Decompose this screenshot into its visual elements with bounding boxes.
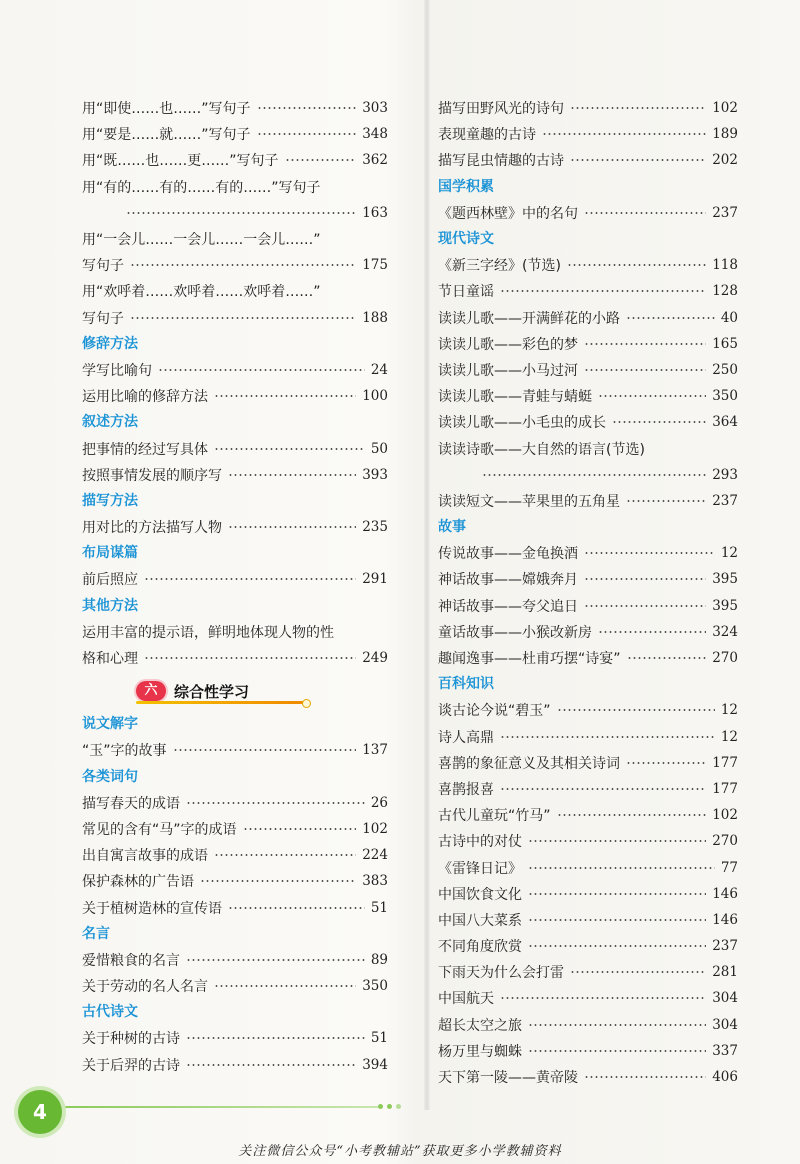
- toc-entry[interactable]: [438, 409, 738, 435]
- toc-entry-title: 中国航天: [438, 991, 494, 1008]
- dot-leader: [257, 107, 357, 109]
- dot-leader: [584, 212, 706, 214]
- toc-entry[interactable]: [438, 776, 738, 802]
- toc-entry[interactable]: [438, 1064, 738, 1090]
- toc-page-number: 224: [362, 847, 388, 864]
- dot-leader: [186, 1037, 365, 1039]
- toc-page-number: 12: [720, 545, 738, 562]
- toc-page-number: 237: [712, 204, 738, 221]
- toc-page-number: 146: [712, 911, 738, 928]
- toc-entry-title: 童话故事——小猴改新房: [438, 624, 592, 641]
- toc-page-number: 12: [720, 702, 738, 719]
- footer-note: 关注微信公众号“小考教辅站”获取更多小学教辅资料: [238, 1144, 562, 1159]
- toc-entry[interactable]: [82, 947, 388, 973]
- toc-entry-title: 谈古论今说“碧玉”: [438, 703, 551, 720]
- toc-entry-title: 运用比喻的修辞方法: [82, 389, 208, 406]
- toc-page-number: 12: [720, 728, 738, 745]
- toc-page-number: 362: [362, 152, 388, 169]
- toc-entry[interactable]: [82, 894, 388, 920]
- dot-leader: [186, 802, 365, 804]
- toc-entry[interactable]: [82, 95, 388, 121]
- toc-entry-title: 中国八大菜系: [438, 912, 522, 929]
- dot-leader: [285, 159, 357, 161]
- dot-leader: [228, 907, 365, 909]
- toc-entry[interactable]: [82, 868, 388, 894]
- dot-leader: [126, 212, 356, 214]
- toc-entry[interactable]: [82, 816, 388, 842]
- page-number: 4: [18, 1090, 62, 1134]
- toc-page-number: 281: [712, 964, 738, 981]
- toc-entry[interactable]: [438, 305, 738, 331]
- toc-entry[interactable]: [82, 462, 388, 488]
- section-banner: [82, 671, 388, 711]
- dot-leader: [584, 552, 715, 554]
- category-heading: 叙述方法: [82, 414, 138, 431]
- toc-entry[interactable]: [82, 147, 388, 173]
- toc-entry[interactable]: [438, 488, 738, 514]
- toc-page-number: 188: [362, 309, 388, 326]
- dot-leader: [570, 971, 706, 973]
- toc-entry-title: 古代儿童玩“竹马”: [438, 808, 551, 825]
- category-heading: 各类词句: [82, 768, 138, 785]
- toc-entry[interactable]: [438, 933, 738, 959]
- toc-entry-title: 按照事情发展的顺序写: [82, 467, 222, 484]
- toc-page-number: 393: [362, 466, 388, 483]
- toc-page-number: 350: [712, 388, 738, 405]
- dot-leader: [612, 421, 706, 423]
- toc-page-number: 165: [712, 335, 738, 352]
- dot-leader: [626, 317, 715, 319]
- toc-page-number: 102: [712, 100, 738, 117]
- toc-page-number: 102: [712, 807, 738, 824]
- dot-leader: [243, 828, 357, 830]
- toc-entry[interactable]: [438, 828, 738, 854]
- dot-leader: [528, 840, 706, 842]
- toc-entry[interactable]: [438, 645, 738, 671]
- toc-entry[interactable]: [438, 95, 738, 121]
- dot-leader: [528, 893, 706, 895]
- dot-leader: [626, 500, 706, 502]
- section-number-badge: 六: [136, 681, 166, 701]
- dot-leader: [557, 814, 707, 816]
- toc-page-number: 51: [370, 1030, 388, 1047]
- toc-entry[interactable]: [438, 697, 738, 723]
- toc-entry[interactable]: [82, 121, 388, 147]
- toc-entry[interactable]: [438, 566, 738, 592]
- toc-page-number: 270: [712, 833, 738, 850]
- bottom-rule: [62, 1106, 382, 1108]
- dot-leader: [570, 107, 706, 109]
- dot-leader: [214, 395, 356, 397]
- toc-page-number: 235: [362, 519, 388, 536]
- toc-entry[interactable]: [82, 200, 388, 226]
- toc-page-number: 40: [720, 309, 738, 326]
- toc-page-number: 395: [712, 597, 738, 614]
- toc-entry-title: 《新三字经》(节选): [438, 258, 561, 275]
- toc-page-number: 175: [362, 257, 388, 274]
- toc-entry[interactable]: [82, 566, 388, 592]
- category-heading: 修辞方法: [82, 335, 138, 352]
- toc-entry[interactable]: [438, 593, 738, 619]
- toc-entry-title: 常见的含有“马”字的成语: [82, 821, 237, 838]
- toc-entry-title: 下雨天为什么会打雷: [438, 965, 564, 982]
- dot-leader: [584, 343, 706, 345]
- toc-entry-line[interactable]: [82, 278, 388, 304]
- toc-page-number: 249: [362, 650, 388, 667]
- toc-entry[interactable]: [82, 252, 388, 278]
- toc-page-number: 146: [712, 885, 738, 902]
- toc-entry-title: 关于后羿的古诗: [82, 1057, 180, 1074]
- toc-entry[interactable]: [82, 790, 388, 816]
- category-heading: 名言: [82, 925, 110, 942]
- toc-right-column: [438, 95, 738, 1090]
- toc-entry[interactable]: [438, 959, 738, 985]
- dot-leader: [557, 709, 715, 711]
- toc-entry-title: 节日童谣: [438, 284, 494, 301]
- toc-entry-title: 中国饮食文化: [438, 886, 522, 903]
- toc-entry-title: 描写昆虫情趣的古诗: [438, 153, 564, 170]
- dot-leader: [528, 1050, 706, 1052]
- category-heading: 描写方法: [82, 492, 138, 509]
- dot-leader: [500, 290, 706, 292]
- dot-leader: [144, 578, 356, 580]
- toc-page-number: 250: [712, 361, 738, 378]
- dot-leader: [214, 448, 365, 450]
- category-heading: 布局谋篇: [82, 545, 138, 562]
- toc-entry-title: 爱惜粮食的名言: [82, 952, 180, 969]
- category-heading: 说文解字: [82, 716, 138, 733]
- dot-leader: [257, 133, 357, 135]
- toc-page-number: 291: [362, 571, 388, 588]
- toc-page-number: 270: [712, 650, 738, 667]
- toc-entry-title: 格和心理: [82, 651, 138, 668]
- toc-entry-title: 描写春天的成语: [82, 795, 180, 812]
- toc-entry-title: 用“欢呼着……欢呼着……欢呼着……”: [82, 284, 321, 301]
- toc-page-number: 50: [370, 440, 388, 457]
- dot-leader: [144, 657, 356, 659]
- toc-entry-title: 用对比的方法描写人物: [82, 520, 222, 537]
- toc-left-column: [82, 95, 388, 1078]
- toc-page-number: 163: [362, 204, 388, 221]
- dot-leader: [542, 133, 706, 135]
- dot-leader: [627, 657, 707, 659]
- dot-leader: [214, 985, 356, 987]
- dot-leader: [186, 959, 365, 961]
- toc-entry-title: 写句子: [82, 310, 124, 327]
- toc-entry-title: 神话故事——嫦娥奔月: [438, 572, 578, 589]
- toc-entry[interactable]: [82, 645, 388, 671]
- toc-entry-title: 读读儿歌——开满鲜花的小路: [438, 310, 620, 327]
- toc-page-number: 304: [712, 990, 738, 1007]
- toc-page-number: 303: [362, 100, 388, 117]
- toc-entry-title: 关于种树的古诗: [82, 1031, 180, 1048]
- toc-entry-title: 用“一会儿……一会儿……一会儿……”: [82, 232, 321, 249]
- toc-page-number: 24: [370, 361, 388, 378]
- dot-leader: [500, 788, 706, 790]
- dot-leader: [598, 631, 706, 633]
- toc-page-number: 128: [712, 283, 738, 300]
- toc-entry[interactable]: [438, 750, 738, 776]
- toc-entry-title: 喜鹊报喜: [438, 781, 494, 798]
- toc-page-number: 350: [362, 978, 388, 995]
- toc-entry-title: 杨万里与蜘蛛: [438, 1043, 522, 1060]
- toc-page-number: 26: [370, 794, 388, 811]
- bottom-rule-dots: [378, 1102, 402, 1112]
- toc-page-number: 337: [712, 1042, 738, 1059]
- section-underline-dot: [302, 699, 311, 708]
- dot-leader: [584, 369, 706, 371]
- toc-entry-title: 保护森林的广告语: [82, 874, 194, 891]
- toc-entry[interactable]: [82, 842, 388, 868]
- toc-entry-title: 《雷锋日记》: [438, 860, 522, 877]
- toc-entry-title: 古诗中的对仗: [438, 834, 522, 851]
- toc-entry-title: 读读短文——苹果里的五角星: [438, 493, 620, 510]
- category-heading: 故事: [438, 519, 466, 535]
- toc-entry-title: 读读诗歌——大自然的语言(节选): [438, 441, 645, 458]
- category-heading: 百科知识: [438, 676, 494, 693]
- toc-entry-line[interactable]: [82, 619, 388, 645]
- toc-entry[interactable]: [438, 121, 738, 147]
- toc-entry-title: 诗人高鼎: [438, 729, 494, 746]
- toc-entry-title: 神话故事——夸父追日: [438, 598, 578, 615]
- dot-leader: [130, 317, 356, 319]
- toc-entry-line[interactable]: [438, 435, 738, 461]
- toc-entry[interactable]: [438, 252, 738, 278]
- toc-entry[interactable]: [82, 1025, 388, 1051]
- toc-page-number: 177: [712, 754, 738, 771]
- dot-leader: [528, 945, 706, 947]
- toc-page-number: 348: [362, 126, 388, 143]
- toc-entry-title: 喜鹊的象征意义及其相关诗词: [438, 755, 620, 772]
- dot-leader: [528, 867, 715, 869]
- toc-page-number: 202: [712, 152, 738, 169]
- dot-leader: [570, 159, 706, 161]
- toc-entry[interactable]: [438, 383, 738, 409]
- toc-page-number: 77: [720, 859, 738, 876]
- toc-entry-title: 运用丰富的提示语，鲜明地体现人物的性: [82, 624, 334, 641]
- toc-page-number: 395: [712, 571, 738, 588]
- dot-leader: [200, 880, 356, 882]
- toc-entry-title: 用“即使……也……”写句子: [82, 101, 251, 118]
- toc-page-number: 394: [362, 1056, 388, 1073]
- dot-leader: [158, 369, 365, 371]
- toc-entry[interactable]: [438, 540, 738, 566]
- toc-entry-title: 《题西林壁》中的名句: [438, 205, 578, 222]
- toc-entry[interactable]: [438, 147, 738, 173]
- toc-page-number: 189: [712, 126, 738, 143]
- toc-entry[interactable]: [438, 1038, 738, 1064]
- toc-page-number: 406: [712, 1069, 738, 1086]
- toc-entry-title: 天下第一陵——黄帝陵: [438, 1070, 578, 1087]
- dot-leader: [228, 474, 356, 476]
- toc-page-number: 324: [712, 623, 738, 640]
- toc-entry[interactable]: [438, 1012, 738, 1038]
- toc-page-number: 177: [712, 780, 738, 797]
- toc-page-number: 293: [712, 466, 738, 483]
- toc-entry-line[interactable]: [82, 226, 388, 252]
- toc-entry-title: 用“有的……有的……有的……”写句子: [82, 179, 321, 196]
- dot-leader: [528, 1024, 706, 1026]
- toc-entry[interactable]: [438, 802, 738, 828]
- toc-entry-title: 读读儿歌——小毛虫的成长: [438, 415, 606, 432]
- toc-entry-title: 出自寓言故事的成语: [82, 848, 208, 865]
- category-heading: 国学积累: [438, 178, 494, 195]
- dot-leader: [528, 919, 706, 921]
- toc-page-number: 118: [712, 257, 738, 274]
- category-heading: 古代诗文: [82, 1004, 138, 1021]
- toc-entry[interactable]: [438, 357, 738, 383]
- toc-entry[interactable]: [82, 1052, 388, 1078]
- dot-leader: [584, 605, 706, 607]
- toc-entry[interactable]: [438, 331, 738, 357]
- toc-entry-title: 读读儿歌——青蛙与蜻蜓: [438, 389, 592, 406]
- toc-page-number: 237: [712, 938, 738, 955]
- toc-entry-title: 学写比喻句: [82, 362, 152, 379]
- toc-page-number: 383: [362, 873, 388, 890]
- dot-leader: [228, 526, 356, 528]
- toc-entry-title: 关于植树造林的宣传语: [82, 900, 222, 917]
- toc-entry[interactable]: [438, 462, 738, 488]
- toc-entry-title: “玉”字的故事: [82, 743, 167, 760]
- page-fold: [424, 0, 430, 1110]
- dot-leader: [598, 395, 706, 397]
- toc-page-number: 304: [712, 1016, 738, 1033]
- dot-leader: [584, 578, 706, 580]
- toc-entry-title: 读读儿歌——彩色的梦: [438, 336, 578, 353]
- toc-entry[interactable]: [82, 357, 388, 383]
- category-heading: 现代诗文: [438, 230, 494, 247]
- toc-entry-title: 把事情的经过写具体: [82, 441, 208, 458]
- dot-leader: [584, 1076, 706, 1078]
- dot-leader: [500, 997, 706, 999]
- dot-leader: [214, 854, 356, 856]
- dot-leader: [500, 736, 715, 738]
- toc-page-number: 102: [362, 820, 388, 837]
- toc-entry-title: 趣闻逸事——杜甫巧摆“诗宴”: [438, 651, 621, 668]
- toc-entry-title: 表现童趣的古诗: [438, 127, 536, 144]
- toc-entry[interactable]: [438, 881, 738, 907]
- dot-leader: [482, 474, 706, 476]
- dot-leader: [186, 1064, 356, 1066]
- toc-entry[interactable]: [438, 619, 738, 645]
- toc-entry-title: 前后照应: [82, 572, 138, 589]
- toc-page-number: 51: [370, 899, 388, 916]
- toc-entry[interactable]: [82, 305, 388, 331]
- toc-entry-title: 传说故事——金龟换酒: [438, 546, 578, 563]
- toc-entry-title: 关于劳动的名人名言: [82, 979, 208, 996]
- toc-page-number: 237: [712, 492, 738, 509]
- toc-entry-title: 用“既……也……更……”写句子: [82, 153, 279, 170]
- toc-entry[interactable]: [438, 200, 738, 226]
- dot-leader: [173, 749, 357, 751]
- category-heading: 其他方法: [82, 597, 138, 614]
- toc-entry-title: 读读儿歌——小马过河: [438, 362, 578, 379]
- toc-entry-title: 超长太空之旅: [438, 1017, 522, 1034]
- dot-leader: [130, 264, 356, 266]
- toc-page-number: 89: [370, 951, 388, 968]
- toc-entry[interactable]: [438, 724, 738, 750]
- section-underline: [136, 701, 304, 704]
- toc-page-number: 364: [712, 414, 738, 431]
- toc-entry[interactable]: [438, 907, 738, 933]
- toc-page-number: 100: [362, 388, 388, 405]
- toc-entry-title: 用“要是……就……”写句子: [82, 127, 251, 144]
- toc-entry[interactable]: [438, 278, 738, 304]
- toc-entry[interactable]: [82, 514, 388, 540]
- toc-page-number: 137: [362, 742, 388, 759]
- dot-leader: [626, 762, 706, 764]
- toc-entry[interactable]: [82, 435, 388, 461]
- toc-entry[interactable]: [82, 383, 388, 409]
- section-title: 综合性学习: [174, 682, 250, 701]
- toc-entry[interactable]: [438, 854, 738, 880]
- toc-entry[interactable]: [82, 973, 388, 999]
- toc-entry[interactable]: [82, 737, 388, 763]
- toc-entry-line[interactable]: [82, 174, 388, 200]
- toc-entry[interactable]: [438, 985, 738, 1011]
- dot-leader: [567, 264, 706, 266]
- toc-entry-title: 写句子: [82, 258, 124, 275]
- toc-entry-title: 描写田野风光的诗句: [438, 101, 564, 118]
- toc-entry-title: 不同角度欣赏: [438, 939, 522, 956]
